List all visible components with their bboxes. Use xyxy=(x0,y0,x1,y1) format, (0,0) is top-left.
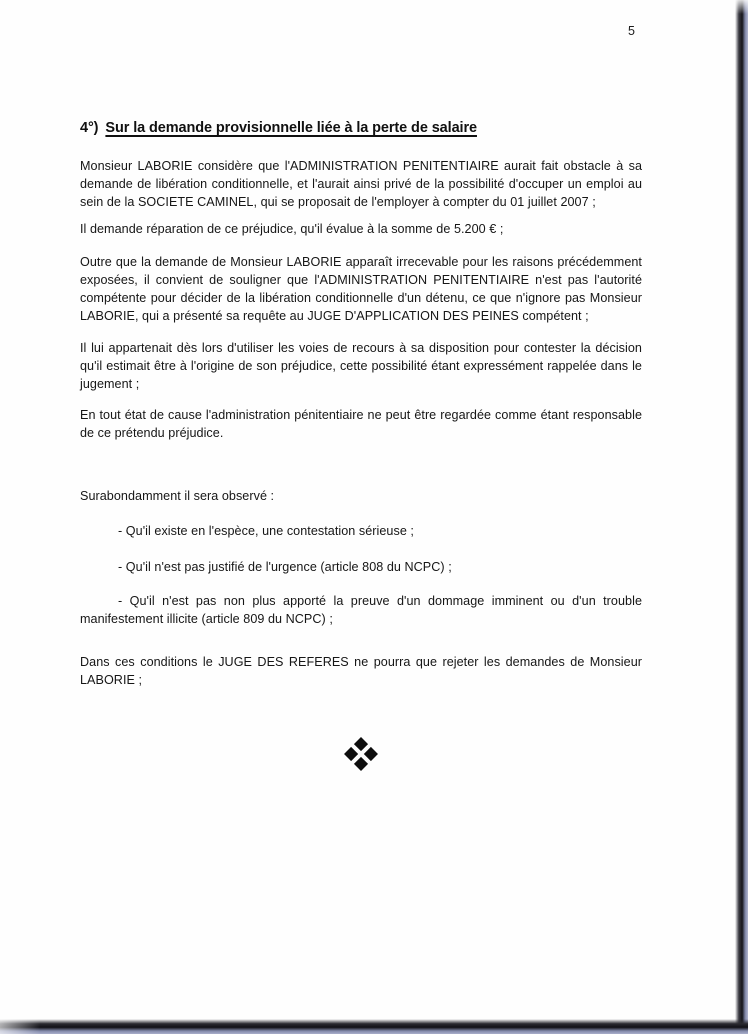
section-heading-number: 4°) xyxy=(80,120,99,136)
diamond-shape xyxy=(344,747,358,761)
list-item: - Qu'il n'est pas justifié de l'urgence (article 808 du NCPC) ; xyxy=(118,560,452,574)
section-heading-title: Sur la demande provisionnelle liée à la perte de salaire xyxy=(105,120,477,136)
list-intro: Surabondamment il sera observé : xyxy=(80,489,275,503)
paragraph: En tout état de cause l'administration pénitentiaire ne peut être regardée comme étant responsable de ce prétendu préjudice. xyxy=(80,408,642,440)
paragraph: Outre que la demande de Monsieur LABORIE apparaît irrecevable pour les raisons précédemment exposées, il convient de souligner que l'ADMINISTRATION PENITENTIAIRE n'est pas l'autorité compétente pour décider de la libération conditionnelle d'un détenu, ce que n'ignore pas Monsieur LABORIE, qui a présenté sa requête au JUGE D'APPLICATION DES PEINES compétent ; xyxy=(80,255,642,323)
diamond-shape xyxy=(354,737,368,751)
scan-border-bottom xyxy=(0,1019,748,1034)
paragraph: Monsieur LABORIE considère que l'ADMINISTRATION PENITENTIAIRE aurait fait obstacle à sa demande de libération conditionnelle, et l'aurait ainsi privé de la possibilité d'occuper un emploi au sein de la SOCIETE CAMINEL, qui se proposait de l'employer à compter du 01 juillet 2007 ; xyxy=(80,159,642,209)
four-diamonds-ornament-icon xyxy=(344,737,378,771)
page-number: 5 xyxy=(628,24,635,38)
paragraph: Il demande réparation de ce préjudice, qu'il évalue à la somme de 5.200 € ; xyxy=(80,222,504,236)
paragraph: Il lui appartenait dès lors d'utiliser les voies de recours à sa disposition pour contester la décision qu'il estimait être à l'origine de son préjudice, cette possibilité étant expressément rappelée dans le jugement ; xyxy=(80,341,642,391)
diamond-shape xyxy=(354,757,368,771)
list-item: - Qu'il n'est pas non plus apporté la preuve d'un dommage imminent ou d'un trouble manifestement illicite (article 809 du NCPC) ; xyxy=(80,594,642,626)
list-item: - Qu'il existe en l'espèce, une contestation sérieuse ; xyxy=(118,524,414,538)
scan-border-right xyxy=(735,0,748,1034)
closing-paragraph: Dans ces conditions le JUGE DES REFERES ne pourra que rejeter les demandes de Monsieur LABORIE ; xyxy=(80,655,642,687)
section-heading xyxy=(80,120,642,136)
diamond-shape xyxy=(364,747,378,761)
